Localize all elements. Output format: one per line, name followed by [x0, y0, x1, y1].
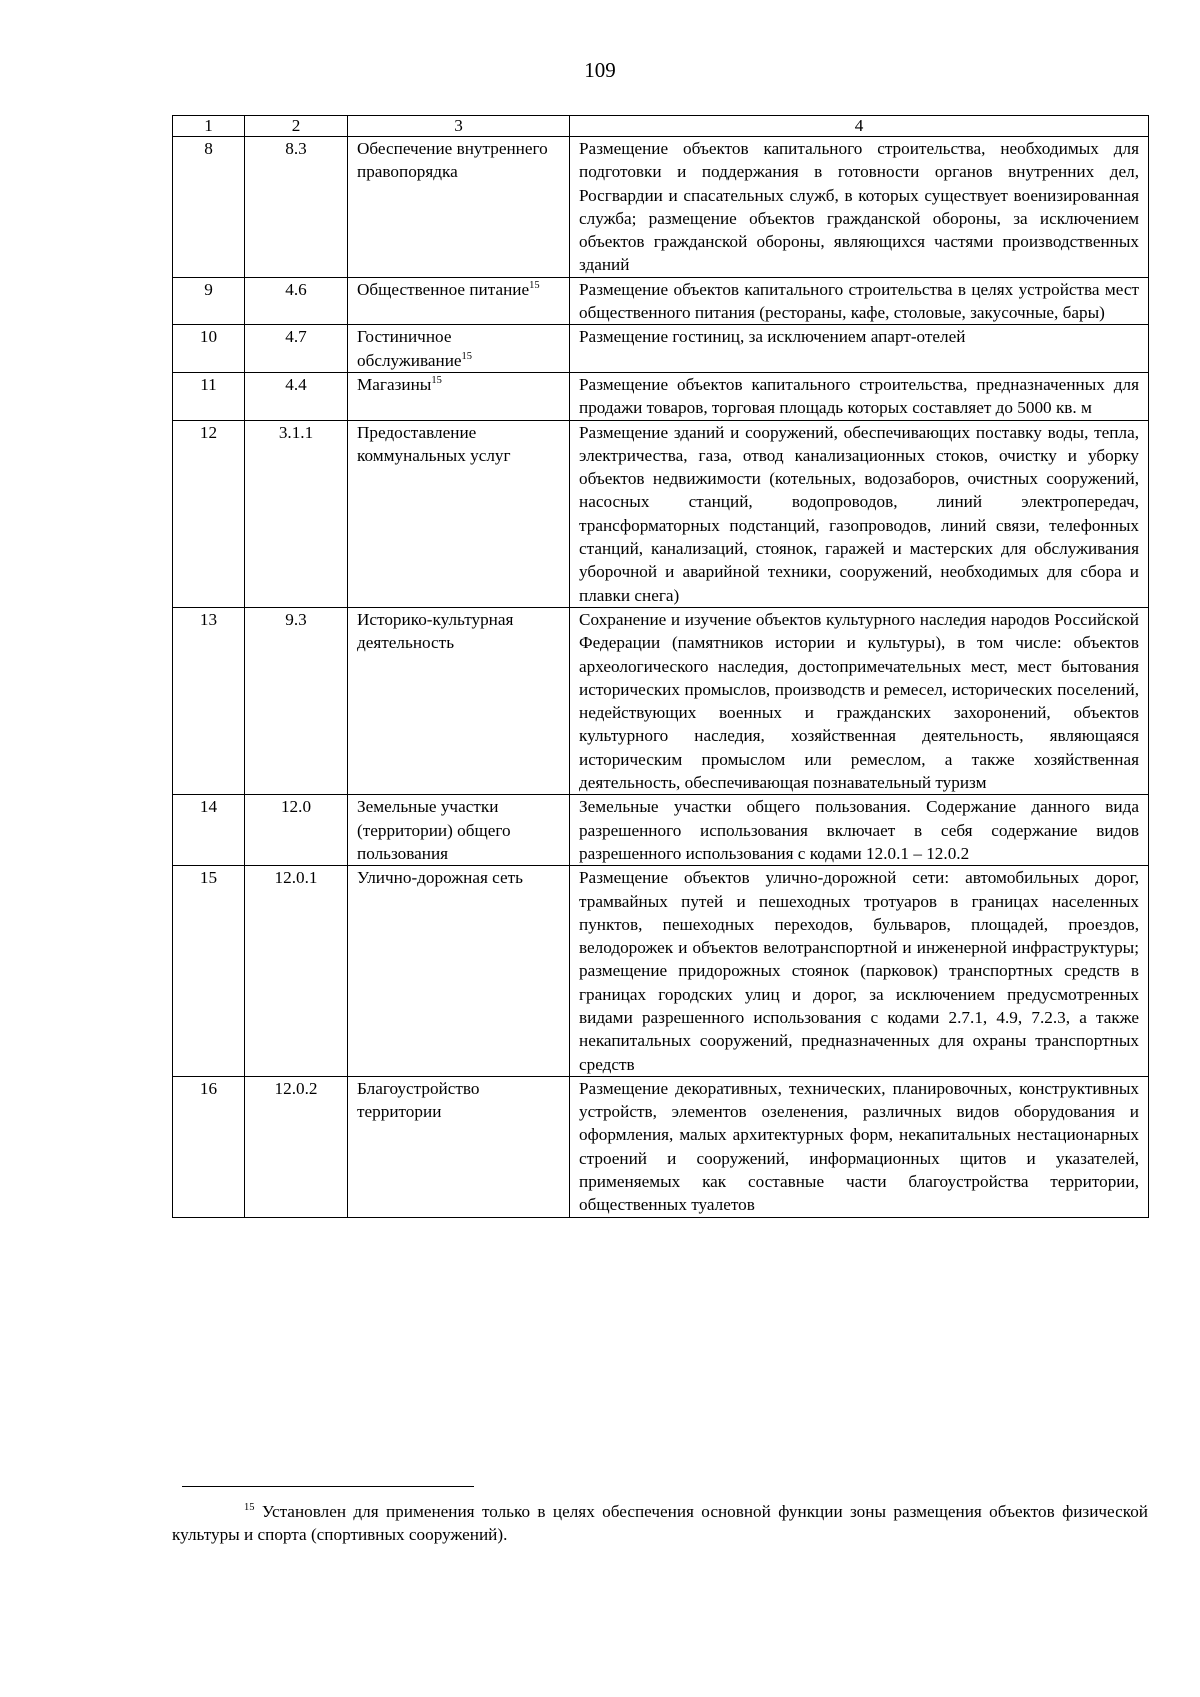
table-row	[173, 1076, 1149, 1217]
code-text: 9.3	[285, 609, 307, 629]
code-cell	[245, 607, 348, 794]
row-number-text: 8	[204, 139, 213, 158]
use-name-text: Предоставление коммунальных услуг	[357, 422, 511, 465]
row-number-cell	[173, 795, 245, 866]
code-text: 3.1.1	[278, 422, 314, 442]
description-text: Размещение объектов капитального строительства, предназначенных для продажи товаров, торговая площадь которых составляет до 5000 кв. м	[579, 374, 1139, 418]
column-header: 2	[245, 116, 348, 137]
code-text: 12.0	[280, 797, 312, 817]
use-name-cell	[348, 137, 570, 278]
code-cell	[245, 277, 348, 325]
table-row	[173, 866, 1149, 1077]
description-text: Земельные участки общего пользования. Содержание данного вида разрешенного использования включает в себя содержание видов разрешенного использования с кодами 12.0.1 – 12.0.2	[579, 797, 1139, 863]
footnote-reference: 15	[529, 279, 540, 291]
row-number-text: 13	[199, 609, 218, 629]
use-name-cell	[348, 795, 570, 866]
description-text: Размещение зданий и сооружений, обеспечивающих поставку воды, тепла, электричества, газа, отвод канализационных стоков, очистку и уборку объектов недвижимости (котельных, водозаборов, очистных сооружений, насосных станций, водопроводов, линий электропередач, трансформаторных подстанций, газопроводов, линий связи, телефонных станций, канализаций, стоянок, гаражей и мастерских для обслуживания уборочной и аварийной техники, сооружений, необходимых для сбора и плавки снега)	[579, 422, 1139, 605]
use-name-text: Общественное питание	[357, 279, 530, 299]
row-number-text: 16	[199, 1078, 218, 1098]
land-use-table	[172, 115, 1149, 1218]
use-name-cell	[348, 607, 570, 794]
row-number-cell	[173, 325, 245, 373]
use-name-text: Гостиничное обслуживание	[357, 327, 462, 370]
description-cell	[570, 277, 1149, 325]
description-cell	[570, 866, 1149, 1077]
row-number-cell	[173, 420, 245, 607]
row-number-cell	[173, 372, 245, 420]
page-number: 109	[584, 58, 616, 82]
code-cell	[245, 1076, 348, 1217]
table-row	[173, 607, 1149, 794]
code-cell	[245, 866, 348, 1077]
row-number-cell	[173, 1076, 245, 1217]
code-text: 4.7	[285, 327, 307, 347]
description-cell	[570, 607, 1149, 794]
description-text: Размещение объектов улично-дорожной сети: автомобильных дорог, трамвайных путей и пешеходных тротуаров в границах населенных пунктов, пешеходных переходов, бульваров, площадей, проездов, велодорожек и объектов велотранспортной и инженерной инфраструктуры; размещение придорожных стоянок (парковок) транспортных средств в границах городских улиц и дорог, за исключением предусмотренных видами разрешенного использования с кодами 2.7.1, 4.9, 7.2.3, а также некапитальных сооружений, предназначенных для охраны транспортных средств	[579, 868, 1139, 1074]
table-body	[173, 116, 1149, 1218]
footnote-reference: 15	[461, 350, 473, 362]
row-number-text: 14	[199, 797, 218, 817]
use-name-cell	[348, 277, 570, 325]
row-number-text: 11	[200, 374, 217, 394]
footnote	[172, 1500, 1148, 1547]
code-text: 8.3	[285, 139, 307, 158]
use-name-cell	[348, 1076, 570, 1217]
use-name-cell	[348, 372, 570, 420]
table-row	[173, 420, 1149, 607]
table-row	[173, 372, 1149, 420]
description-text: Сохранение и изучение объектов культурного наследия народов Российской Федерации (памятников истории и культуры), в том числе: объектов археологического наследия, достопримечательных мест, мест бытования исторических промыслов, производств и ремесел, исторических поселений, недействующих военных и гражданских захоронений, объектов культурного наследия, хозяйственная деятельность, являющаяся историческим промыслом или ремеслом, а также хозяйственная деятельность, обеспечивающая познавательный туризм	[579, 609, 1139, 793]
footnote-mark: 15	[244, 1502, 255, 1513]
row-number-cell	[173, 866, 245, 1077]
description-cell	[570, 372, 1149, 420]
row-number-text: 12	[199, 422, 218, 442]
table-row	[173, 137, 1149, 278]
row-number-text: 9	[204, 279, 213, 299]
use-name-text: Магазины	[357, 374, 432, 394]
footnote-reference: 15	[431, 374, 442, 386]
table-row	[173, 325, 1149, 373]
description-cell	[570, 420, 1149, 607]
row-number-cell	[173, 137, 245, 278]
column-header: 4	[570, 116, 1149, 137]
footnote-text: Установлен для применения только в целях обеспечения основной функции зоны размещения объектов физической культуры и спорта (спортивных сооружений).	[172, 1502, 1148, 1545]
use-name-text: Благоустройство территории	[357, 1078, 480, 1122]
column-header: 3	[348, 116, 570, 137]
description-text: Размещение гостиниц, за исключением апарт-отелей	[579, 327, 966, 347]
code-cell	[245, 372, 348, 420]
description-text: Размещение объектов капитального строительства, необходимых для подготовки и поддержания в готовности органов внутренних дел, Росгвардии и спасательных служб, в которых существует военизированная служба; размещение объектов гражданской обороны, за исключением объектов гражданской обороны, являющихся частями производственных зданий	[579, 139, 1139, 275]
use-name-text: Земельные участки (территории) общего пользования	[357, 797, 511, 863]
description-cell	[570, 795, 1149, 866]
column-header: 1	[173, 116, 245, 137]
code-text: 4.4	[285, 374, 307, 394]
use-name-text: Обеспечение внутреннего правопорядка	[357, 139, 548, 182]
row-number-text: 15	[199, 868, 218, 888]
table-row	[173, 277, 1149, 325]
use-name-text: Историко-культурная деятельность	[357, 609, 514, 653]
code-text: 12.0.1	[274, 868, 318, 888]
description-cell	[570, 1076, 1149, 1217]
footnote-divider	[182, 1486, 474, 1487]
description-cell	[570, 137, 1149, 278]
row-number-cell	[173, 607, 245, 794]
code-cell	[245, 795, 348, 866]
code-cell	[245, 137, 348, 278]
use-name-text: Улично-дорожная сеть	[357, 868, 523, 888]
table-header-row	[173, 116, 1149, 137]
use-name-cell	[348, 325, 570, 373]
code-text: 4.6	[285, 279, 307, 299]
row-number-cell	[173, 277, 245, 325]
use-name-cell	[348, 866, 570, 1077]
table-row	[173, 795, 1149, 866]
use-name-cell	[348, 420, 570, 607]
description-text: Размещение декоративных, технических, планировочных, конструктивных устройств, элементов озеленения, различных видов оборудования и оформления, малых архитектурных форм, некапитальных нестационарных строений и сооружений, информационных щитов и указателей, применяемых как составные части благоустройства территории, общественных туалетов	[579, 1078, 1139, 1215]
description-text: Размещение объектов капитального строительства в целях устройства мест общественного питания (рестораны, кафе, столовые, закусочные, бары)	[579, 279, 1139, 323]
code-text: 12.0.2	[274, 1078, 318, 1098]
code-cell	[245, 325, 348, 373]
code-cell	[245, 420, 348, 607]
description-cell	[570, 325, 1149, 373]
row-number-text: 10	[199, 327, 218, 347]
